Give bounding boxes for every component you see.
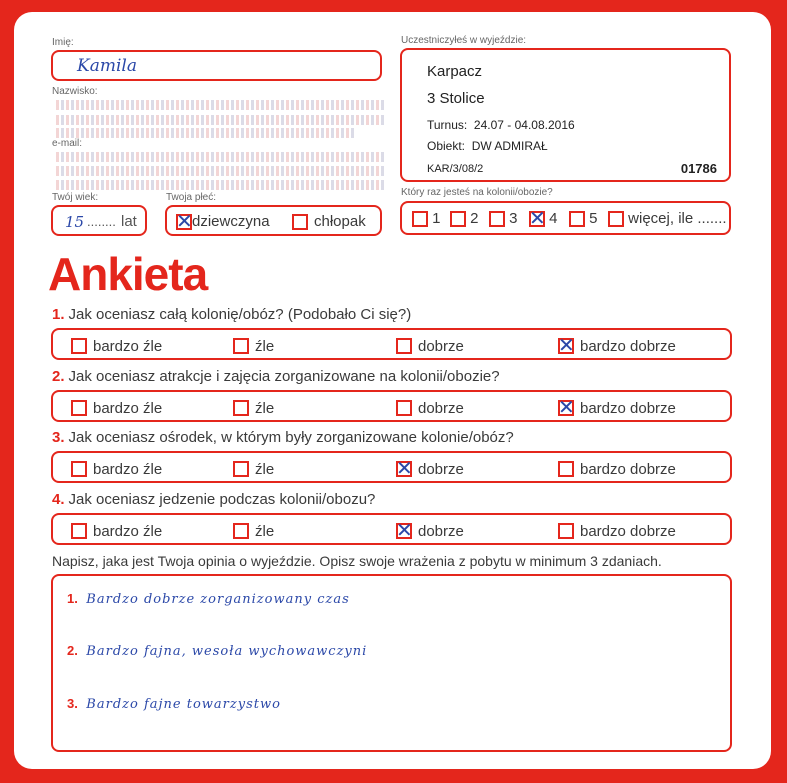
times-field <box>400 201 731 235</box>
age-dots: ........ <box>87 214 116 229</box>
question-3-option-2[interactable]: źle <box>233 460 274 478</box>
check-mark: ✕ <box>529 206 546 231</box>
age-unit: lat <box>121 213 137 230</box>
check-mark: ✕ <box>558 333 575 358</box>
trip-place: Karpacz <box>427 63 483 80</box>
age-field[interactable] <box>51 205 147 236</box>
check-mark: ✕ <box>558 395 575 420</box>
trip-info-box <box>400 48 731 182</box>
times-option-2[interactable]: 2 <box>450 210 479 227</box>
question-4-option-3[interactable]: ✕ dobrze <box>396 518 464 543</box>
name-field[interactable] <box>51 50 382 81</box>
question-3-option-4[interactable]: bardzo dobrze <box>558 460 676 478</box>
email-label: e-mail: <box>52 138 83 149</box>
opinion-line-2: 2. Bardzo fajna, wesoła wychowawczyni <box>67 643 368 659</box>
question-2-option-1[interactable]: bardzo źle <box>71 399 162 417</box>
answer-checkbox[interactable] <box>233 461 249 477</box>
answer-checkbox[interactable] <box>558 333 575 358</box>
question-4-text: 4. Jak oceniasz jedzenie podczas kolonii/obozu? <box>52 491 376 508</box>
answer-checkbox[interactable] <box>558 461 574 477</box>
question-2-option-4[interactable]: ✕ bardzo dobrze <box>558 395 676 420</box>
times-option-more[interactable]: więcej, ile ....... <box>608 210 727 227</box>
gender-male-checkbox[interactable] <box>292 214 308 230</box>
trip-label: Uczestniczyłeś w wyjeździe: <box>401 35 527 46</box>
times-option-1[interactable]: 1 <box>412 210 441 227</box>
answer-checkbox[interactable] <box>71 523 87 539</box>
answer-checkbox[interactable] <box>71 338 87 354</box>
gender-field <box>165 205 382 236</box>
age-label: Twój wiek: <box>52 192 99 203</box>
question-1-option-3[interactable]: dobrze <box>396 337 464 355</box>
question-1-option-2[interactable]: źle <box>233 337 274 355</box>
question-3-answers <box>51 451 732 483</box>
opinion-prompt: Napisz, jaka jest Twoja opinia o wyjeździe. Opisz swoje wrażenia z pobytu w minimum 3 zdaniach. <box>52 553 662 569</box>
question-4-option-2[interactable]: źle <box>233 522 274 540</box>
times-label: Który raz jesteś na kolonii/obozie? <box>401 187 553 198</box>
gender-option-female[interactable]: ✕ dziewczyna <box>176 209 270 234</box>
opinion-line-3: 3. Bardzo fajne towarzystwo <box>67 696 281 712</box>
answer-checkbox[interactable] <box>233 523 249 539</box>
question-1-option-4[interactable]: ✕ bardzo dobrze <box>558 333 676 358</box>
answer-checkbox[interactable] <box>396 400 412 416</box>
surname-label: Nazwisko: <box>52 86 98 97</box>
question-2-option-3[interactable]: dobrze <box>396 399 464 417</box>
trip-code: KAR/3/08/2 <box>427 163 484 175</box>
name-value: Kamila <box>77 56 137 76</box>
name-label: Imię: <box>52 37 74 48</box>
question-2-answers <box>51 390 732 422</box>
trip-obiekt: Obiekt: DW ADMIRAŁ <box>427 139 548 153</box>
answer-checkbox[interactable] <box>396 456 413 481</box>
answer-checkbox[interactable] <box>396 338 412 354</box>
question-3-option-3[interactable]: ✕ dobrze <box>396 456 464 481</box>
answer-checkbox[interactable] <box>71 400 87 416</box>
answer-checkbox[interactable] <box>233 400 249 416</box>
gender-option-male[interactable]: chłopak <box>292 213 366 230</box>
times-option-4[interactable]: ✕ 4 <box>529 206 558 231</box>
age-value: 15 <box>65 213 85 231</box>
answer-checkbox[interactable] <box>558 395 575 420</box>
answer-checkbox[interactable] <box>558 523 574 539</box>
gender-female-checkbox[interactable] <box>176 209 193 234</box>
answer-checkbox[interactable] <box>396 518 413 543</box>
opinion-line-1: 1. Bardzo dobrze zorganizowany czas <box>67 591 350 607</box>
check-mark: ✕ <box>396 456 413 481</box>
trip-route: 3 Stolice <box>427 90 485 107</box>
question-2-text: 2. Jak oceniasz atrakcje i zajęcia zorganizowane na kolonii/obozie? <box>52 368 500 385</box>
answer-checkbox[interactable] <box>71 461 87 477</box>
question-3-text: 3. Jak oceniasz ośrodek, w którym były zorganizowane kolonie/obóz? <box>52 429 514 446</box>
question-1-text: 1. Jak oceniasz całą kolonię/obóz? (Podobało Ci się?) <box>52 306 412 323</box>
check-mark: ✕ <box>396 518 413 543</box>
question-3-option-1[interactable]: bardzo źle <box>71 460 162 478</box>
times-option-3[interactable]: 3 <box>489 210 518 227</box>
question-4-answers <box>51 513 732 545</box>
check-mark: ✕ <box>176 209 193 234</box>
opinion-box[interactable] <box>51 574 732 752</box>
trip-turnus: Turnus: 24.07 - 04.08.2016 <box>427 118 575 132</box>
times-option-5[interactable]: 5 <box>569 210 598 227</box>
gender-label: Twoja płeć: <box>166 192 217 203</box>
question-2-option-2[interactable]: źle <box>233 399 274 417</box>
question-1-answers <box>51 328 732 360</box>
answer-checkbox[interactable] <box>233 338 249 354</box>
trip-number: 01786 <box>680 161 717 176</box>
question-4-option-1[interactable]: bardzo źle <box>71 522 162 540</box>
question-4-option-4[interactable]: bardzo dobrze <box>558 522 676 540</box>
survey-title: Ankieta <box>48 248 208 300</box>
question-1-option-1[interactable]: bardzo źle <box>71 337 162 355</box>
